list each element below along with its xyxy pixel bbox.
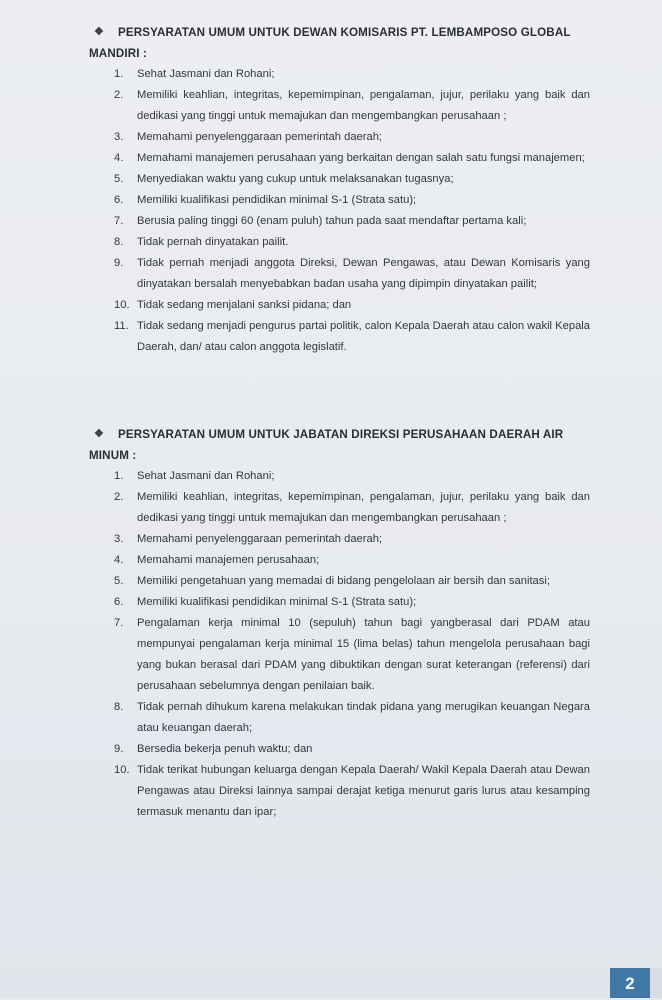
list-item bbox=[0, 295, 662, 316]
list-item-number: 3. bbox=[114, 533, 124, 545]
list-item-text: Sehat Jasmani dan Rohani; bbox=[137, 68, 275, 80]
list-item-number: 6. bbox=[114, 194, 124, 206]
section-heading bbox=[0, 22, 662, 64]
list-item bbox=[0, 529, 662, 550]
list-item-text: Tidak sedang menjalani sanksi pidana; dan bbox=[137, 299, 352, 311]
list-item-number: 8. bbox=[114, 236, 124, 248]
list-item bbox=[0, 592, 662, 613]
list-item bbox=[0, 169, 662, 190]
list-item bbox=[0, 127, 662, 148]
list-item-text: Menyediakan waktu yang cukup untuk melaksanakan tugasnya; bbox=[137, 173, 454, 185]
section-direksi-pdam bbox=[0, 424, 662, 823]
list-item-text: Tidak sedang menjadi pengurus partai politik, calon Kepala Daerah atau calon wakil Kepala Daerah, dan/ atau calon anggota legislatif. bbox=[137, 320, 590, 353]
list-item-text: Memiliki kualifikasi pendidikan minimal S-1 (Strata satu); bbox=[137, 596, 417, 608]
list-item bbox=[0, 613, 662, 697]
list-item bbox=[0, 466, 662, 487]
section-heading bbox=[0, 424, 662, 466]
section-dewan-komisaris bbox=[0, 22, 662, 358]
list-item-text: Tidak terikat hubungan keluarga dengan Kepala Daerah/ Wakil Kepala Daerah atau Dewan Pengawas atau Direksi lainnya sampai derajat ketiga menurut garis lurus atau kesamping termasuk menantu dan ipar; bbox=[137, 764, 590, 818]
list-item bbox=[0, 550, 662, 571]
list-item-number: 11. bbox=[114, 320, 129, 332]
page-edge bbox=[650, 968, 662, 998]
list-item bbox=[0, 571, 662, 592]
list-item bbox=[0, 697, 662, 739]
list-item-number: 5. bbox=[114, 173, 124, 185]
page-number-badge: 2 bbox=[610, 968, 650, 998]
list-item-number: 7. bbox=[114, 617, 124, 629]
diamond-bullet-icon: ❖ bbox=[94, 26, 105, 38]
list-item bbox=[0, 64, 662, 85]
heading-line-1: PERSYARATAN UMUM UNTUK JABATAN DIREKSI PERUSAHAAN DAERAH AIR bbox=[118, 428, 564, 441]
list-item bbox=[0, 148, 662, 169]
list-item-number: 5. bbox=[114, 575, 124, 587]
heading-line-2: MINUM : bbox=[89, 449, 137, 462]
list-item-number: 9. bbox=[114, 743, 124, 755]
list-item-text: Memiliki kualifikasi pendidikan minimal S-1 (Strata satu); bbox=[137, 194, 417, 206]
list-item bbox=[0, 232, 662, 253]
list-item-text: Tidak pernah dinyatakan pailit. bbox=[137, 236, 289, 248]
list-item-number: 7. bbox=[114, 215, 124, 227]
list-item-number: 10. bbox=[114, 299, 130, 311]
heading-line-2: MANDIRI : bbox=[89, 47, 148, 60]
requirements-list bbox=[0, 64, 662, 358]
list-item bbox=[0, 316, 662, 358]
list-item-text: Tidak pernah dihukum karena melakukan tindak pidana yang merugikan keuangan Negara atau keuangan daerah; bbox=[137, 701, 590, 734]
list-item-text: Memahami penyelenggaraan pemerintah daerah; bbox=[137, 131, 383, 143]
list-item-text: Memahami manajemen perusahaan; bbox=[137, 554, 320, 566]
list-item-number: 8. bbox=[114, 701, 124, 713]
list-item-text: Tidak pernah menjadi anggota Direksi, Dewan Pengawas, atau Dewan Komisaris yang dinyatakan bersalah menyebabkan badan usaha yang dipimpin dinyatakan pailit; bbox=[137, 257, 590, 290]
list-item bbox=[0, 190, 662, 211]
list-item-number: 2. bbox=[114, 89, 124, 101]
list-item-text: Memahami penyelenggaraan pemerintah daerah; bbox=[137, 533, 383, 545]
list-item-number: 9. bbox=[114, 257, 124, 269]
list-item-text: Memiliki pengetahuan yang memadai di bidang pengelolaan air bersih dan sanitasi; bbox=[137, 575, 550, 587]
list-item-number: 1. bbox=[114, 470, 124, 482]
list-item-text: Memahami manajemen perusahaan yang berkaitan dengan salah satu fungsi manajemen; bbox=[137, 152, 585, 164]
list-item-number: 6. bbox=[114, 596, 124, 608]
requirements-list bbox=[0, 466, 662, 823]
list-item-number: 10. bbox=[114, 764, 130, 776]
heading-line-1: PERSYARATAN UMUM UNTUK DEWAN KOMISARIS PT. LEMBAMPOSO GLOBAL bbox=[118, 26, 571, 39]
list-item-text: Memiliki keahlian, integritas, kepemimpinan, pengalaman, jujur, perilaku yang baik dan dedikasi yang tinggi untuk memajukan dan mengembangkan perusahaan ; bbox=[137, 491, 590, 524]
list-item bbox=[0, 760, 662, 823]
list-item-text: Bersedia bekerja penuh waktu; dan bbox=[137, 743, 313, 755]
list-item-text: Berusia paling tinggi 60 (enam puluh) tahun pada saat mendaftar pertama kali; bbox=[137, 215, 527, 227]
list-item-number: 2. bbox=[114, 491, 124, 503]
list-item bbox=[0, 253, 662, 295]
list-item-text: Pengalaman kerja minimal 10 (sepuluh) tahun bagi yangberasal dari PDAM atau mempunyai pengalaman kerja minimal 15 (lima belas) tahun mengelola perusahaan bagi yang bukan berasal dari PDAM yang dibuktikan dengan surat keterangan (referensi) dari perusahaan sebelumnya dengan penilaian baik. bbox=[137, 617, 590, 692]
list-item-number: 4. bbox=[114, 554, 124, 566]
list-item bbox=[0, 487, 662, 529]
list-item-text: Sehat Jasmani dan Rohani; bbox=[137, 470, 275, 482]
list-item bbox=[0, 211, 662, 232]
list-item bbox=[0, 739, 662, 760]
diamond-bullet-icon: ❖ bbox=[94, 428, 105, 440]
list-item-number: 3. bbox=[114, 131, 124, 143]
list-item-number: 4. bbox=[114, 152, 124, 164]
list-item-text: Memiliki keahlian, integritas, kepemimpinan, pengalaman, jujur, perilaku yang baik dan dedikasi yang tinggi untuk memajukan dan mengembangkan perusahaan ; bbox=[137, 89, 590, 122]
list-item-number: 1. bbox=[114, 68, 124, 80]
list-item bbox=[0, 85, 662, 127]
